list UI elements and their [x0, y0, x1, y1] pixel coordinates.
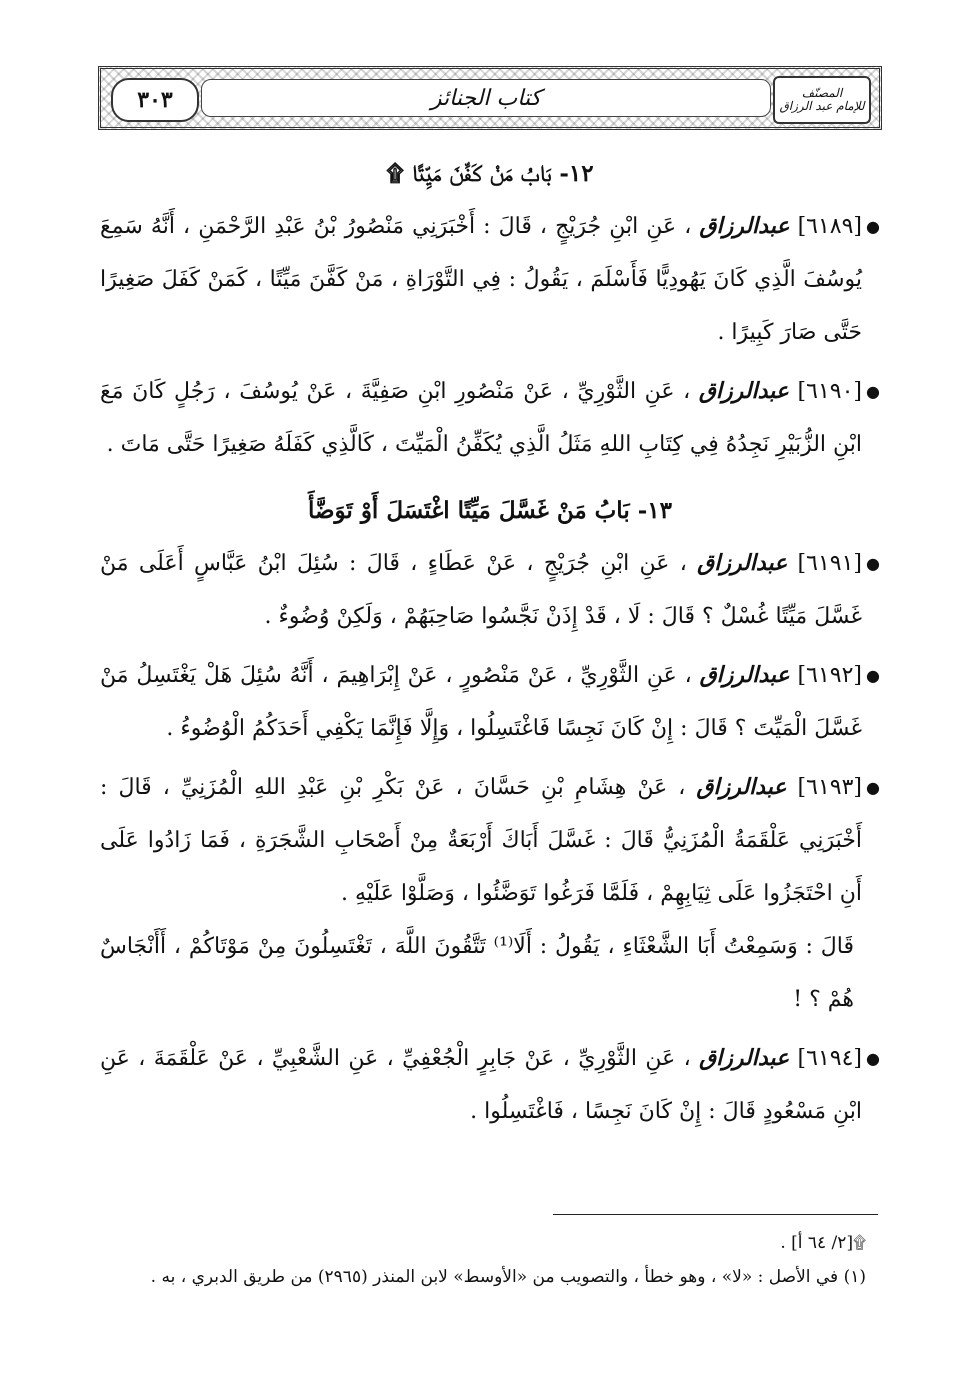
page-number: ٣٠٣	[137, 87, 173, 113]
hadith-6189	[100, 200, 880, 359]
hadith-number: [٦١٩٤]	[797, 1046, 862, 1071]
page-header	[98, 66, 882, 130]
narrator-name: عبدالرزاق	[698, 378, 789, 404]
hadith-text: ، عَنْ هِشَامِ بْنِ حَسَّانَ ، عَنْ بَكْرِ بْنِ عَبْدِ اللهِ الْمُزَنِيِّ ، قَالَ : أَخْبَرَنِي عَلْقَمَةُ الْمُزَنِيُّ قَالَ : غَسَّلَ أَبَاكَ أَرْبَعَةٌ مِنْ أَصْحَابِ الشَّجَرَةِ ، فَمَا زَادُوا عَلَى أَنِ احْتَجَزُوا عَلَى ثِيَابِهِمْ ، فَلَمَّا فَرَغُوا تَوَضَّئُوا ، وَصَلَّوْا عَلَيْهِ .	[100, 775, 862, 906]
footnote-1: (١) في الأصل : «لا» ، وهو خطأ ، والتصويب من «الأوسط» لابن المنذر (٢٩٦٥) من طريق الدبري ، به .	[150, 1267, 866, 1287]
footnotes	[100, 1226, 880, 1294]
hadith-6193	[100, 761, 880, 920]
hadith-number: [٦١٩٢]	[797, 663, 862, 688]
hadith-6190	[100, 365, 880, 471]
header-title-panel	[201, 79, 771, 117]
hadith-number: [٦١٩٣]	[797, 775, 862, 800]
narrator-name: عبدالرزاق	[699, 662, 790, 688]
logo-line-1: المصنّف	[801, 86, 843, 101]
main-text	[100, 148, 880, 1138]
narrator-name: عبدالرزاق	[696, 774, 787, 800]
hadith-6191	[100, 537, 880, 643]
chapter-heading-13: ١٣- بَابُ مَنْ غَسَّلَ مَيِّتًا اغْتَسَلَ أَوْ تَوَضَّأَ	[308, 497, 672, 524]
manuscript-marker: ۩[٢/ ٦٤ أ] .	[780, 1233, 866, 1253]
publisher-logo	[773, 76, 871, 124]
bullet-icon: ●	[866, 778, 880, 797]
narrator-name: عبدالرزاق	[697, 550, 788, 576]
narrator-name: عبدالرزاق	[699, 1045, 790, 1071]
hadith-6194	[100, 1032, 880, 1138]
bullet-icon: ●	[866, 382, 880, 401]
bullet-icon: ●	[866, 217, 880, 236]
narrator-name: عبدالرزاق	[699, 213, 790, 239]
hadith-text: ، عَنِ ابْنِ جُرَيْجٍ ، عَنْ عَطَاءٍ ، قَالَ : سُئِلَ ابْنُ عَبَّاسٍ أَعَلَى مَنْ غَسَّلَ مَيِّتًا غُسْلٌ ؟ قَالَ : لَا ، قَدْ إِذَنْ نَجَّسُوا صَاحِبَهُمْ ، وَلَكِنْ وُضُوءٌ .	[100, 551, 862, 629]
hadith-text: ، عَنِ الثَّوْرِيِّ ، عَنْ مَنْصُورٍ ، عَنْ إِبْرَاهِيمَ ، أَنَّهُ سُئِلَ هَلْ يَغْتَسِلُ مَنْ غَسَّلَ الْمَيِّتَ ؟ قَالَ : إِنْ كَانَ نَجِسًا فَاغْتَسِلُوا ، وَإِلَّا فَإِنَّمَا يَكْفِي أَحَدَكُمُ الْوُضُوءُ .	[100, 663, 862, 741]
logo-line-2: للإمام عبد الرزاق	[779, 99, 865, 113]
page-number-cartouche	[111, 78, 199, 122]
hadith-6192	[100, 649, 880, 755]
chapter-heading-12: ١٢- بَابُ مَنْ كَفَّنَ مَيِّتًا ۩	[386, 160, 594, 187]
hadith-number: [٦١٩١]	[797, 551, 862, 576]
hadith-number: [٦١٨٩]	[797, 214, 863, 239]
footnote-divider	[553, 1214, 878, 1215]
bullet-icon: ●	[866, 666, 880, 685]
hadith-text: ، عَنِ ابْنِ جُرَيْجٍ ، قَالَ : أَخْبَرَنِي مَنْصُورُ بْنُ عَبْدِ الرَّحْمَنِ ، أَنَّهُ سَمِعَ يُوسُفَ الَّذِي كَانَ يَهُودِيًّا فَأَسْلَمَ ، يَقُولُ : فِي التَّوْرَاةِ ، مَنْ كَفَّنَ مَيِّتًا ، كَمَنْ كَفَلَ صَغِيرًا حَتَّى صَارَ كَبِيرًا .	[100, 214, 862, 345]
bullet-icon: ●	[866, 554, 880, 573]
hadith-text: ، عَنِ الثَّوْرِيِّ ، عَنْ مَنْصُورِ ابْنِ صَفِيَّةَ ، عَنْ يُوسُفَ ، رَجُلٍ كَانَ مَعَ ابْنِ الزُّبَيْرِ نَجِدُهُ فِي كِتَابِ اللهِ مَثَلُ الَّذِي يُكَفِّنُ الْمَيِّتَ ، كَالَّذِي كَفَلَهُ صَغِيرًا حَتَّى مَاتَ .	[100, 379, 862, 457]
bullet-icon: ●	[866, 1049, 880, 1068]
hadith-text: ، عَنِ الثَّوْرِيِّ ، عَنْ جَابِرٍ الْجُعْفِيِّ ، عَنِ الشَّعْبِيِّ ، عَنْ عَلْقَمَةَ ، عَنِ ابْنِ مَسْعُودٍ قَالَ : إِنْ كَانَ نَجِسًا ، فَاغْتَسِلُوا .	[100, 1046, 862, 1124]
book-title: كتاب الجنائز	[430, 85, 542, 111]
hadith-number: [٦١٩٠]	[797, 379, 862, 404]
hadith-6193-continuation: قَالَ : وَسَمِعْتُ أَبَا الشَّعْثَاءِ ، يَقُولُ : أَلَا⁽¹⁾ تَتَّقُونَ اللَّهَ ، تَغْتَسِلُونَ مِنْ مَوْتَاكُمْ ، أَأَنْجَاسٌ هُمْ ؟ !	[100, 934, 854, 1012]
